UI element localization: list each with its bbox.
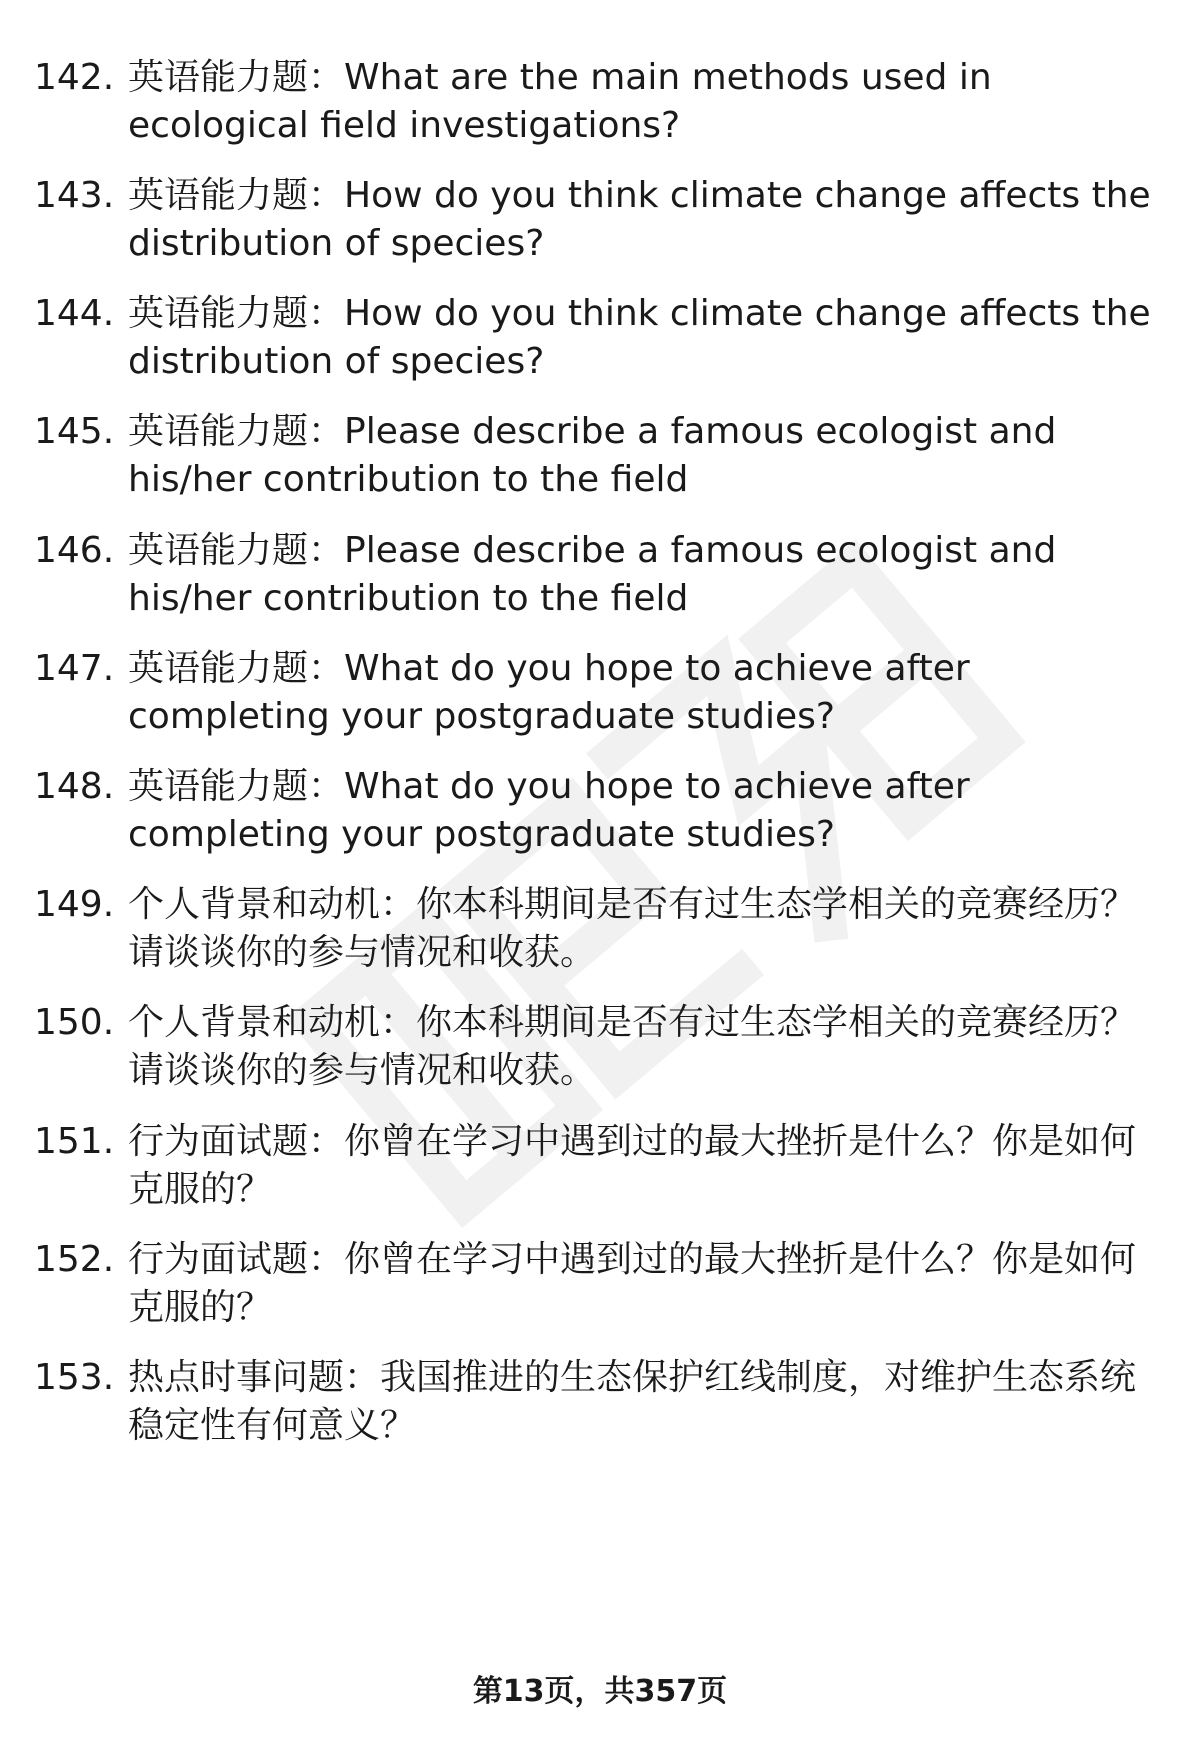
question-text: 英语能力题：What do you hope to achieve after completing your postgraduate studies?: [128, 648, 970, 737]
question-item: [34, 1118, 1174, 1214]
question-text: 个人背景和动机：你本科期间是否有过生态学相关的竞赛经历？请谈谈你的参与情况和收获。: [128, 884, 1137, 973]
question-item: [34, 763, 1174, 859]
question-item: [34, 290, 1174, 386]
question-text: 英语能力题：Please describe a famous ecologist and his/her contribution to the field: [128, 530, 1057, 619]
question-text: 行为面试题：你曾在学习中遇到过的最大挫折是什么？你是如何克服的？: [128, 1239, 1137, 1328]
question-item: [34, 645, 1174, 741]
question-number: 149.: [34, 884, 115, 925]
question-item: [34, 881, 1174, 977]
question-text: 个人背景和动机：你本科期间是否有过生态学相关的竞赛经历？请谈谈你的参与情况和收获。: [128, 1002, 1137, 1091]
question-number: 146.: [34, 530, 115, 571]
question-text: 英语能力题：How do you think climate change affects the distribution of species?: [128, 175, 1151, 264]
question-text: 英语能力题：What are the main methods used in ecological field investigations?: [128, 57, 992, 146]
question-number: 145.: [34, 411, 115, 452]
question-text: 行为面试题：你曾在学习中遇到过的最大挫折是什么？你是如何克服的？: [128, 1121, 1137, 1210]
question-number: 152.: [34, 1239, 115, 1280]
question-number: 147.: [34, 648, 115, 689]
question-number: 151.: [34, 1121, 115, 1162]
question-text: 英语能力题：How do you think climate change affects the distribution of species?: [128, 293, 1151, 382]
question-number: 143.: [34, 175, 115, 216]
question-text: 英语能力题：Please describe a famous ecologist and his/her contribution to the field: [128, 411, 1057, 500]
question-number: 142.: [34, 57, 115, 98]
question-item: [34, 54, 1174, 150]
question-item: [34, 1236, 1174, 1332]
question-number: 144.: [34, 293, 115, 334]
question-number: 153.: [34, 1357, 115, 1398]
question-item: [34, 999, 1174, 1095]
question-item: [34, 527, 1174, 623]
question-number: 150.: [34, 1002, 115, 1043]
question-item: [34, 1354, 1174, 1450]
page-footer: 第13页，共357页: [472, 1674, 728, 1709]
question-text: 热点时事问题：我国推进的生态保护红线制度，对维护生态系统稳定性有何意义？: [128, 1357, 1137, 1446]
question-item: [34, 408, 1174, 504]
question-item: [34, 172, 1174, 268]
question-number: 148.: [34, 766, 115, 807]
question-text: 英语能力题：What do you hope to achieve after completing your postgraduate studies?: [128, 766, 970, 855]
